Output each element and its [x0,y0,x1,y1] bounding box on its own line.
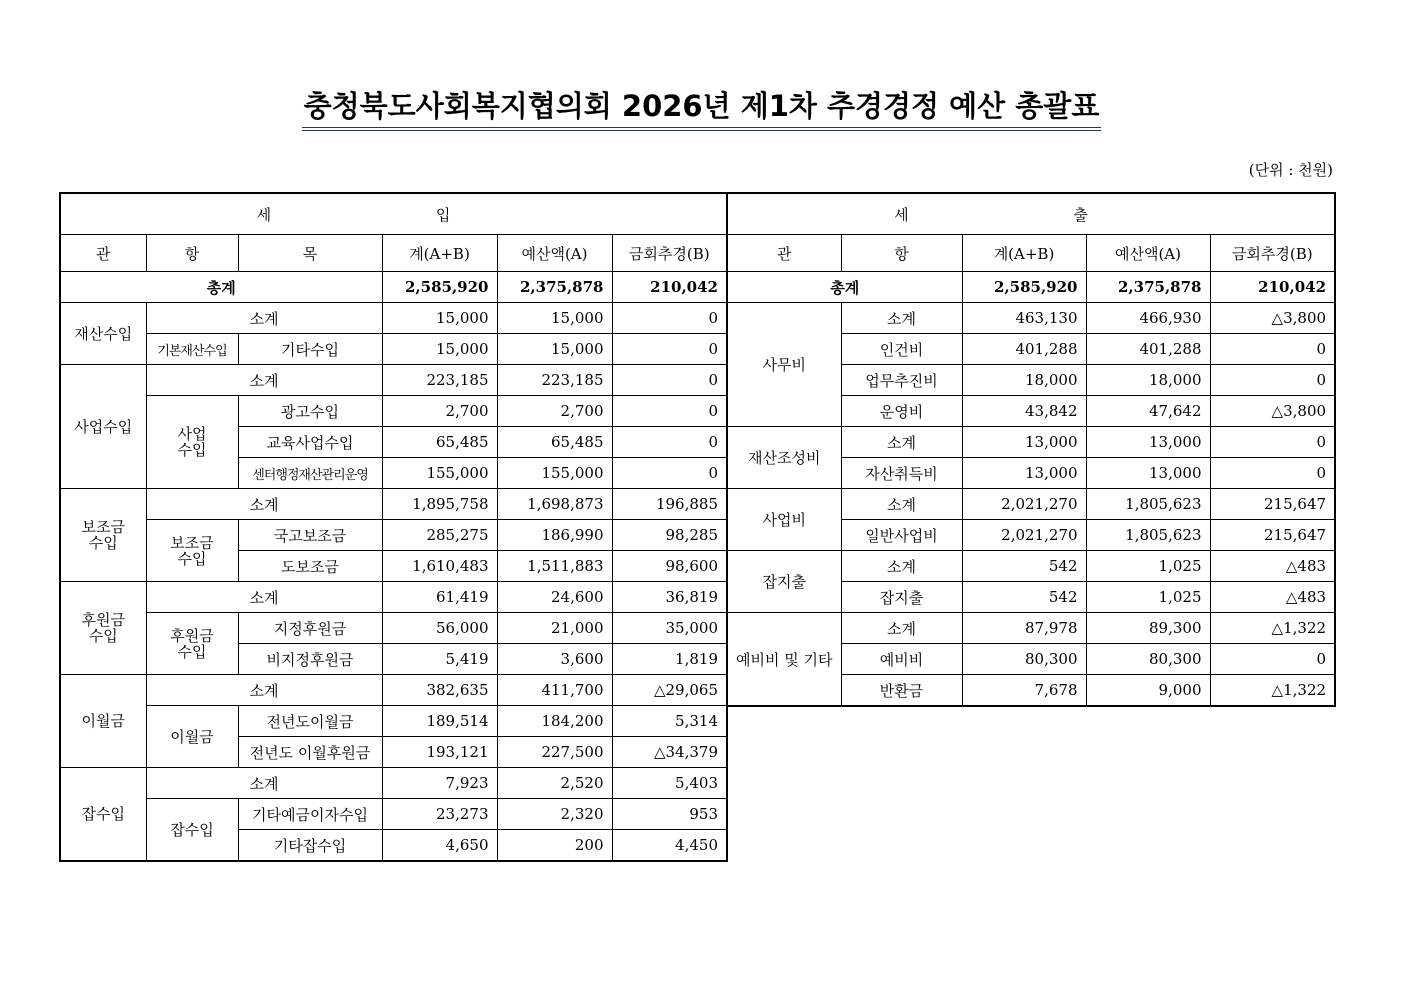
col-header-hang: 항 [841,235,962,272]
hang-cell: 일반사업비 [841,520,962,551]
mok-cell: 교육사업수입 [238,427,382,458]
table-row [60,582,727,613]
supplementary-cell: 0 [1210,427,1335,458]
budget-cell: 2,700 [497,396,612,427]
table-row [60,520,727,551]
budget-cell: 2,320 [497,799,612,830]
col-header-supplementary: 금회추경(B) [612,235,727,272]
sum-cell: 15,000 [382,303,497,334]
budget-cell: 47,642 [1086,396,1210,427]
total-label: 총계 [727,272,962,303]
budget-cell: 186,990 [497,520,612,551]
supplementary-cell: 215,647 [1210,520,1335,551]
table-row [60,613,727,644]
gwan-cell: 사무비 [727,303,841,427]
col-header-sum: 계(A+B) [382,235,497,272]
subtotal-label: 소계 [146,489,382,520]
hang-cell: 소계 [841,613,962,644]
supplementary-cell: 5,403 [612,768,727,799]
table-row [727,303,1335,334]
mok-cell: 기타잡수입 [238,830,382,862]
sum-cell: 87,978 [962,613,1086,644]
mok-cell: 전년도이월금 [238,706,382,737]
sum-cell: 285,275 [382,520,497,551]
sum-cell: 18,000 [962,365,1086,396]
supplementary-cell: 0 [612,427,727,458]
budget-cell: 3,600 [497,644,612,675]
sum-cell: 382,635 [382,675,497,706]
total-sum: 2,585,920 [962,272,1086,303]
supplementary-cell: 0 [1210,458,1335,489]
table-row [727,613,1335,644]
table-row [60,396,727,427]
supplementary-cell: △1,322 [1210,613,1335,644]
supplementary-cell: 0 [1210,334,1335,365]
mok-cell: 지정후원금 [238,613,382,644]
supplementary-cell: △3,800 [1210,303,1335,334]
sum-cell: 5,419 [382,644,497,675]
income-total-row [60,272,727,303]
hang-cell: 이월금 [146,706,238,768]
total-label: 총계 [60,272,382,303]
col-header-budget: 예산액(A) [497,235,612,272]
hang-cell: 반환금 [841,675,962,707]
table-row [727,489,1335,520]
budget-cell: 223,185 [497,365,612,396]
gwan-cell: 이월금 [60,675,146,768]
sum-cell: 155,000 [382,458,497,489]
budget-cell: 2,520 [497,768,612,799]
sum-cell: 193,121 [382,737,497,768]
sum-cell: 2,021,270 [962,520,1086,551]
budget-cell: 401,288 [1086,334,1210,365]
supplementary-cell: 0 [612,458,727,489]
table-row [60,799,727,830]
table-row [727,427,1335,458]
sum-cell: 542 [962,551,1086,582]
budget-cell: 13,000 [1086,427,1210,458]
budget-cell: 18,000 [1086,365,1210,396]
subtotal-label: 소계 [146,768,382,799]
supplementary-cell: 0 [612,303,727,334]
sum-cell: 15,000 [382,334,497,365]
sum-cell: 1,895,758 [382,489,497,520]
subtotal-label: 소계 [146,365,382,396]
budget-cell: 184,200 [497,706,612,737]
supplementary-cell: 98,285 [612,520,727,551]
hang-cell: 예비비 [841,644,962,675]
supplementary-cell: 5,314 [612,706,727,737]
sum-cell: 56,000 [382,613,497,644]
expense-table [726,192,1336,707]
budget-cell: 155,000 [497,458,612,489]
supplementary-cell: 4,450 [612,830,727,862]
total-supplementary: 210,042 [1210,272,1335,303]
budget-cell: 227,500 [497,737,612,768]
hang-cell: 운영비 [841,396,962,427]
hang-cell: 잡수입 [146,799,238,862]
budget-cell: 1,025 [1086,582,1210,613]
gwan-cell: 잡지출 [727,551,841,613]
subtotal-label: 소계 [146,675,382,706]
budget-cell: 1,805,623 [1086,489,1210,520]
budget-cell: 1,025 [1086,551,1210,582]
supplementary-cell: 215,647 [1210,489,1335,520]
total-supplementary: 210,042 [612,272,727,303]
mok-cell: 국고보조금 [238,520,382,551]
sum-cell: 189,514 [382,706,497,737]
budget-cell: 9,000 [1086,675,1210,707]
mok-cell: 광고수입 [238,396,382,427]
supplementary-cell: 1,819 [612,644,727,675]
hang-cell: 소계 [841,427,962,458]
page-title: 충청북도사회복지협의회 2026년 제1차 추경경정 예산 총괄표 [302,88,1102,131]
supplementary-cell: 0 [612,396,727,427]
hang-cell: 인건비 [841,334,962,365]
subtotal-label: 소계 [146,303,382,334]
hang-cell: 소계 [841,551,962,582]
col-header-supplementary: 금회추경(B) [1210,235,1335,272]
total-budget: 2,375,878 [1086,272,1210,303]
gwan-cell: 재산조성비 [727,427,841,489]
table-row [60,706,727,737]
col-header-gwan: 관 [727,235,841,272]
table-row [60,365,727,396]
sum-cell: 1,610,483 [382,551,497,582]
sum-cell: 2,700 [382,396,497,427]
gwan-cell: 후원금 수입 [60,582,146,675]
supplementary-cell: 0 [612,365,727,396]
budget-cell: 15,000 [497,303,612,334]
sum-cell: 2,021,270 [962,489,1086,520]
mok-cell: 전년도 이월후원금 [238,737,382,768]
budget-cell: 65,485 [497,427,612,458]
supplementary-cell: △483 [1210,582,1335,613]
mok-cell: 기타수입 [238,334,382,365]
hang-cell: 기본재산수입 [146,334,238,365]
sum-cell: 23,273 [382,799,497,830]
hang-cell: 후원금 수입 [146,613,238,675]
hang-cell: 소계 [841,489,962,520]
gwan-cell: 사업수입 [60,365,146,489]
expense-total-row [727,272,1335,303]
gwan-cell: 보조금 수입 [60,489,146,582]
supplementary-cell: 98,600 [612,551,727,582]
budget-cell: 200 [497,830,612,862]
sum-cell: 65,485 [382,427,497,458]
supplementary-cell: 0 [1210,644,1335,675]
gwan-cell: 예비비 및 기타 [727,613,841,707]
supplementary-cell: △483 [1210,551,1335,582]
sum-cell: 7,923 [382,768,497,799]
sum-cell: 13,000 [962,458,1086,489]
supplementary-cell: △29,065 [612,675,727,706]
mok-cell: 도보조금 [238,551,382,582]
budget-cell: 1,698,873 [497,489,612,520]
sum-cell: 80,300 [962,644,1086,675]
budget-cell: 1,805,623 [1086,520,1210,551]
sum-cell: 61,419 [382,582,497,613]
budget-cell: 1,511,883 [497,551,612,582]
sum-cell: 13,000 [962,427,1086,458]
table-row [727,551,1335,582]
budget-cell: 13,000 [1086,458,1210,489]
total-budget: 2,375,878 [497,272,612,303]
supplementary-cell: 0 [612,334,727,365]
table-row [60,303,727,334]
budget-cell: 466,930 [1086,303,1210,334]
supplementary-cell: 196,885 [612,489,727,520]
supplementary-cell: 36,819 [612,582,727,613]
income-section-title: 세 입 [60,193,727,235]
gwan-cell: 재산수입 [60,303,146,365]
supplementary-cell: 35,000 [612,613,727,644]
col-header-mok: 목 [238,235,382,272]
budget-cell: 21,000 [497,613,612,644]
sum-cell: 4,650 [382,830,497,862]
col-header-hang: 항 [146,235,238,272]
hang-cell: 보조금 수입 [146,520,238,582]
table-row [60,768,727,799]
sum-cell: 223,185 [382,365,497,396]
unit-label: (단위 : 천원) [1248,161,1333,179]
table-row [60,334,727,365]
budget-cell: 80,300 [1086,644,1210,675]
hang-cell: 사업 수입 [146,396,238,489]
table-row [60,675,727,706]
col-header-sum: 계(A+B) [962,235,1086,272]
sum-cell: 401,288 [962,334,1086,365]
budget-cell: 411,700 [497,675,612,706]
subtotal-label: 소계 [146,582,382,613]
table-row [60,489,727,520]
budget-cell: 89,300 [1086,613,1210,644]
sum-cell: 542 [962,582,1086,613]
col-header-budget: 예산액(A) [1086,235,1210,272]
col-header-gwan: 관 [60,235,146,272]
gwan-cell: 잡수입 [60,768,146,862]
income-table [59,192,728,862]
sum-cell: 463,130 [962,303,1086,334]
gwan-cell: 사업비 [727,489,841,551]
hang-cell: 자산취득비 [841,458,962,489]
mok-cell: 기타예금이자수입 [238,799,382,830]
budget-cell: 24,600 [497,582,612,613]
total-sum: 2,585,920 [382,272,497,303]
hang-cell: 소계 [841,303,962,334]
sum-cell: 43,842 [962,396,1086,427]
supplementary-cell: △1,322 [1210,675,1335,707]
supplementary-cell: 953 [612,799,727,830]
supplementary-cell: 0 [1210,365,1335,396]
budget-cell: 15,000 [497,334,612,365]
hang-cell: 잡지출 [841,582,962,613]
sum-cell: 7,678 [962,675,1086,707]
mok-cell: 비지정후원금 [238,644,382,675]
supplementary-cell: △34,379 [612,737,727,768]
supplementary-cell: △3,800 [1210,396,1335,427]
expense-section-title: 세 출 [727,193,1335,235]
hang-cell: 업무추진비 [841,365,962,396]
mok-cell: 센터행정재산관리운영 [238,458,382,489]
